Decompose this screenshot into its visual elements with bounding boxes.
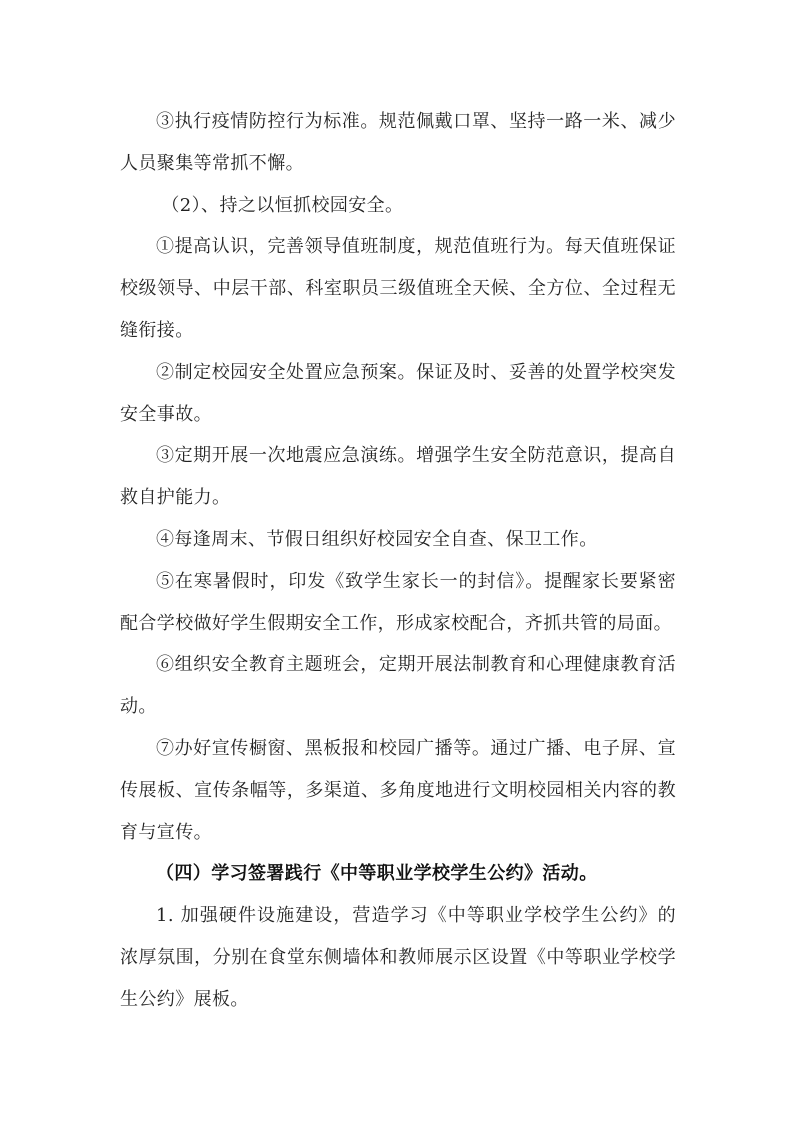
paragraph-holiday-check: ④每逢周末、节假日组织好校园安全自查、保卫工作。: [156, 528, 598, 550]
section-heading-student-convention: （四）学习签署践行《中等职业学校学生公约》活动。: [156, 863, 598, 885]
paragraph-epidemic-standard: ③执行疫情防控行为标准。规范佩戴口罩、坚持一路一米、减少人员聚集等常抓不懈。: [120, 111, 676, 174]
paragraph-class-meeting: ⑥组织安全教育主题班会，定期开展法制教育和心理健康教育活动。: [120, 654, 676, 718]
paragraph-emergency-plan: ②制定校园安全处置应急预案。保证及时、妥善的处置学校突发安全事故。: [120, 361, 676, 425]
paragraph-publicity: ⑦办好宣传橱窗、黑板报和校园广播等。通过广播、电子屏、宣传展板、宣传条幅等，多渠道、多角度地进行文明校园相关内容的教育与宣传。: [120, 737, 676, 843]
document-body: [120, 101, 676, 1021]
paragraph-earthquake-drill: ③定期开展一次地震应急演练。增强学生安全防范意识，提高自救自护能力。: [120, 445, 676, 509]
paragraph-facility-construction: 1. 加强硬件设施建设，营造学习《中等职业学校学生公约》的浓厚氛围，分别在食堂东侧墙体和教师展示区设置《中等职业学校学生公约》展板。: [120, 905, 676, 1010]
paragraph-duty-system: ①提高认识，完善领导值班制度，规范值班行为。每天值班保证校级领导、中层干部、科室职员三级值班全天候、全方位、全过程无缝衔接。: [120, 236, 676, 341]
paragraph-parent-letter: ⑤在寒暑假时，印发《致学生家长一的封信》。提醒家长要紧密配合学校做好学生假期安全工作，形成家校配合，齐抓共管的局面。: [120, 570, 676, 634]
section-heading-campus-safety: （2）、持之以恒抓校园安全。: [161, 194, 404, 216]
